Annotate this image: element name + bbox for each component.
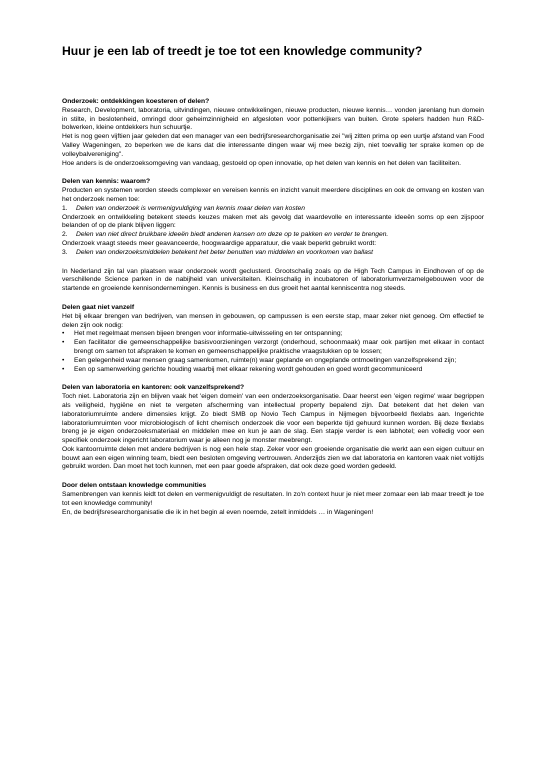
numbered-point-2 [62, 231, 484, 240]
paragraph: Onderzoek en ontwikkeling betekent steeds keuzes maken met als gevolg dat waardevolle en interessante ideeën soms op een zijspoor belanden of op de plank blijven liggen: [62, 213, 484, 230]
list-number: 3. [62, 248, 68, 256]
paragraph: Toch niet. Laboratoria zijn en blijven vaak het 'eigen domein' van een onderzoeksorganisatie. Daar heerst een 'eigen regime' waar begrippen als veiligheid, hygiëne en niet te vergeten afscherming van intellectual property bepalend zijn. Dat betekent dat het delen van laboratoriumruimte andere dimensies krijgt. Zo biedt SMB op Novio Tech Campus in Nijmegen bijvoorbeeld flexlabs aan. Ingerichte laboratoriumruimten voor microbiologisch of licht chemisch onderzoek die voor een beperkte tijd gehuurd kunnen worden. Bij deze flexlabs breng je je eigen onderzoeksmateriaal en middelen mee en kun je aan de slag. Een stapje verder is een labhotel; een volledig voor een specifiek onderzoek ingericht laboratorium waar je alleen nog je monster meebrengt. [62, 393, 484, 445]
list-item: • Een gelegenheid waar mensen graag samenkomen, ruimte(n) waar geplande en ongeplande ontmoetingen vanzelfsprekend zijn; [62, 356, 457, 364]
paragraph: Research, Development, laboratoria, uitvindingen, nieuwe ontwikkelingen, nieuwe producten, nieuwe kennis… vonden jarenlang hun domein in stilte, in beslotenheid, omringd door geheimzinnigheid en afgesloten voor pottenkijkers van buiten. Grote spelers hadden hun R&D-bolwerken, kleine ontdekkers hun schuurtje. [62, 106, 484, 132]
section-knowledge-communities [62, 482, 484, 517]
bullet-list [62, 330, 484, 374]
paragraph: Samenbrengen van kennis leidt tot delen en vermenigvuldigt de resultaten. In zo'n context huur je niet meer zomaar een lab maar treedt je toe tot een knowledge community! [62, 491, 484, 507]
numbered-point-1 [62, 205, 484, 214]
section-heading: Onderzoek: ontdekkingen koesteren of delen? [62, 98, 210, 105]
paragraph: In Nederland zijn tal van plaatsen waar onderzoek wordt geclusterd. Grootschalig zoals op de High Tech Campus in Eindhoven of op de verschillende Science parken in de nabijheid van universiteiten. Kleinschalig in incubatoren of laboratoriumverzamelgebouwen voor de startende en groeiende kennisondernemingen. Kennis is business en dus groeit het aantal kenniscentra nog steeds. [62, 267, 484, 293]
list-number: 2. [62, 231, 68, 239]
list-text: Delen van niet direct bruikbare ideeën biedt anderen kansen om deze op te pakken en verder te brengen. [76, 231, 389, 239]
list-text: Delen van onderzoeksmiddelen betekent het beter benutten van middelen en voorkomen van ballast [76, 248, 374, 256]
paragraph: Ook kantoorruimte delen met andere bedrijven is nog een hele stap. Zeker voor een groeiende organisatie die werkt aan een eigen cultuur en bouwt aan een eigen winning team, biedt een besloten omgeving vertrouwen. Anderzijds zien we dat laboratoria en kantoren vaak niet voltijds gebruikt worden. Dan moet het toch kunnen, met een paar goede afspraken, dat ook deze goed worden gedeeld. [62, 445, 484, 471]
section-heading: Delen van kennis: waarom? [62, 178, 151, 186]
section-onderzoek [62, 98, 484, 168]
numbered-point-3 [62, 249, 484, 258]
list-item: • Een facilitator die gemeenschappelijke basisvoorzieningen verzorgt (onderhoud, schoonmaak) maar ook partijen met elkaar in contact brengt om samen tot afspraken te komen en gemeenschappelijke praktische vraagstukken op te lossen; [62, 339, 484, 355]
section-heading: Door delen ontstaan knowledge communities [62, 482, 207, 490]
paragraph: Hoe anders is de onderzoeksomgeving van vandaag, gestoeld op open innovatie, op het delen van kennis en het delen van faciliteiten. [62, 159, 461, 167]
section-heading: Delen van laboratoria en kantoren: ook vanzelfsprekend? [62, 384, 245, 392]
paragraph: En, de bedrijfsresearchorganisatie die ik in het begin al even noemde, zetelt inmiddels … in Wageningen! [62, 508, 374, 516]
paragraph: Producten en systemen worden steeds complexer en vereisen kennis en inzicht vanuit meerdere disciplines en ook de omvang en kosten van het onderzoek nemen toe: [62, 187, 484, 203]
document-page [62, 44, 484, 517]
paragraph: Onderzoek vraagt steeds meer geavanceerde, hoogwaardige apparatuur, die vaak beperkt gebruikt wordt: [62, 239, 377, 247]
document-title: Huur je een lab of treedt je toe tot een knowledge community? [62, 44, 423, 58]
section-delen-van-kennis [62, 178, 484, 294]
list-item: • Het met regelmaat mensen bijeen brengen voor informatie-uitwisseling en ter ontspanning; [62, 330, 343, 338]
list-text: Delen van onderzoek is vermenigvuldiging van kennis maar delen van kosten [76, 204, 305, 212]
section-delen-gaat-niet-vanzelf [62, 304, 484, 374]
list-number: 1. [62, 204, 68, 212]
section-delen-van-laboratoria [62, 384, 484, 472]
bullet-icon: • [62, 339, 65, 347]
bullet-icon: • [62, 330, 65, 338]
bullet-icon: • [62, 365, 65, 373]
paragraph: Het is nog geen vijftien jaar geleden dat een manager van een bedrijfsresearchorganisatie zei "wij zitten prima op een uurtje afstand van Food Valley Wageningen, zo beperken we de kans dat die interessante dingen waar wij mee bezig zijn, niet toevallig ter sprake komen op de volleybalvereniging". [62, 133, 484, 158]
paragraph: Het bij elkaar brengen van bedrijven, van mensen in gebouwen, op campussen is een eerste stap, maar zeker niet genoeg. Om effectief te delen zijn ook nodig: [62, 312, 484, 329]
list-item: • Een op samenwerking gerichte houding waarbij met elkaar rekening wordt gehouden en goed wordt gecommuniceerd [62, 365, 423, 373]
bullet-icon: • [62, 356, 65, 364]
section-heading: Delen gaat niet vanzelf [62, 303, 135, 311]
